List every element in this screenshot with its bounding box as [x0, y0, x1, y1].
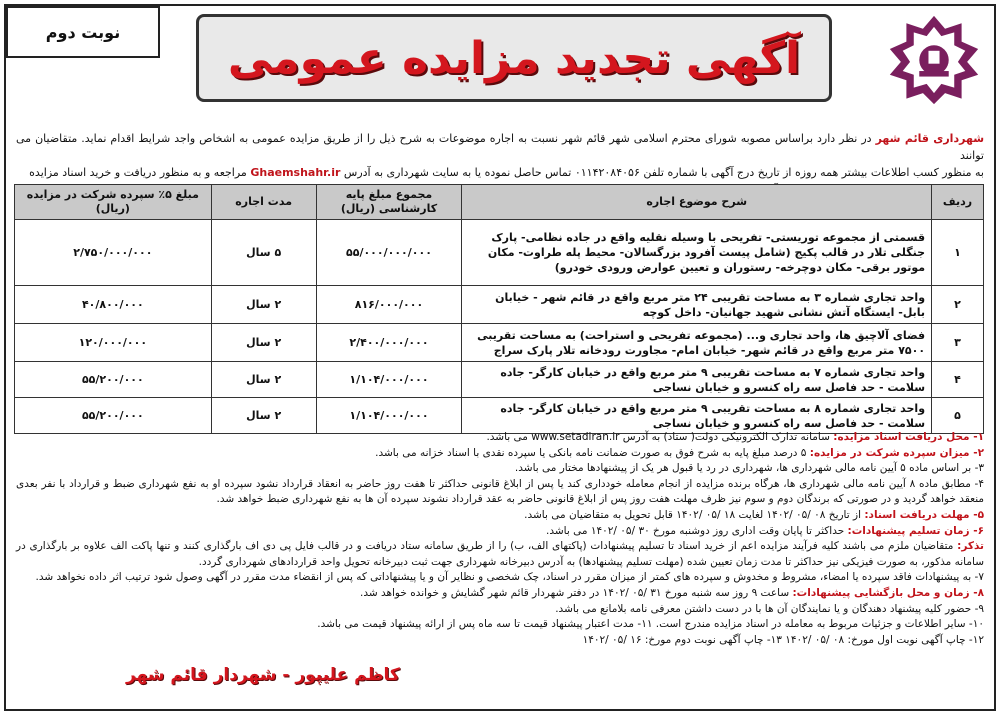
- cell-base: ۵۵/۰۰۰/۰۰۰/۰۰۰: [316, 220, 462, 286]
- intro-line-2a: به منظور کسب اطلاعات بیشتر همه روزه از تاریخ درج آگهی با شماره تلفن ۰۱۱۴۲۰۸۴۰۵۶ تماس حاصل نموده یا به سایت شهرداری به آدرس: [343, 166, 984, 179]
- table-row: [15, 286, 984, 324]
- condition-item: ۱- محل دریافت اسناد مزایده: سامانه تدارک الکترونیکی دولت( ستاد) به آدرس www.setadiran.ir می باشد.: [486, 431, 984, 443]
- organization-name: شهرداری قائم شهر: [875, 132, 985, 145]
- condition-item: ۸- زمان و محل بازگشایی پیشنهادات: ساعت ۹ روز سه شنبه مورخ ۳۱ /۰۵ /۱۴۰۲ در دفتر شهردار قائم شهر گشایش و خوانده خواهد شد.: [359, 586, 984, 599]
- table-row: [15, 324, 984, 362]
- cell-duration: ۲ سال: [211, 362, 316, 398]
- cell-no: ۵: [932, 398, 984, 434]
- col-header-base: مجموع مبلغ پایه کارشناسی (ریال): [316, 185, 462, 220]
- cell-subject: قسمتی از مجموعه توریستی- تفریحی با وسیله نقلیه واقع در جاده نظامی- پارک جنگلی تلار در قالب پکیج (شامل پیست آفرود بزرگسالان- محیط پله طراوت- مکان موتور برقی- مکان دوچرخه- رستوران و تعیین عوارض ورودی خودرو): [462, 220, 932, 286]
- table-header-row: [15, 185, 984, 220]
- cell-deposit: ۴۰/۸۰۰/۰۰۰: [15, 286, 212, 324]
- auction-items-table: [14, 184, 984, 434]
- condition-item: ۴- مطابق ماده ۸ آیین نامه مالی شهرداری ها، هرگاه برنده مزایده از انجام معامله خودداری کند یا پس از ابلاغ قانونی حداکثر تا هفت روز حاضر به انعقاد قرارداد نشود سپرده او به نفع شهرداری ضبط و قرارداد با نفر بعدی منعقد خواهد گردید و در صورتی که برندگان دوم و سوم نیز ظرف مهلت هفت روز پس از ابلاغ قانونی حاضر به عقد قرارداد نشوند سپرده آن ها به نفع شهرداری ضبط خواهد شد.: [16, 477, 984, 506]
- table-row: [15, 362, 984, 398]
- cell-no: ۲: [932, 286, 984, 324]
- cell-duration: ۲ سال: [211, 324, 316, 362]
- condition-item: ۱۲- چاپ آگهی نوبت اول مورخ: ۰۸ /۰۵ /۱۴۰۲ ۱۳- چاپ آگهی نوبت دوم مورخ: ۱۶ /۰۵ /۱۴۰۲: [582, 633, 984, 646]
- intro-line-1: در نظر دارد براساس مصوبه شورای محترم اسلامی شهر قائم شهر نسبت به اجاره موضوعات به شرح ذیل را از طریق مزایده عمومی به اشخاص واجد شرایط اقدام نماید. متقاضیان می توانند: [16, 132, 984, 162]
- condition-item: ۶- زمان تسلیم پیشنهادات: حداکثر تا پایان وقت اداری روز دوشنبه مورخ ۳۰ /۰۵ /۱۴۰۲ می باشد.: [545, 524, 984, 537]
- cell-no: ۳: [932, 324, 984, 362]
- cell-base: ۸۱۶/۰۰۰/۰۰۰: [316, 286, 462, 324]
- cell-deposit: ۱۲۰/۰۰۰/۰۰۰: [15, 324, 212, 362]
- cell-subject: واحد تجاری شماره ۸ به مساحت تقریبی ۹ متر مربع واقع در خیابان کارگر- جاده سلامت - حد فاصل سه راه کنسرو و خیابان نساجی: [462, 398, 932, 434]
- cell-base: ۲/۴۰۰/۰۰۰/۰۰۰: [316, 324, 462, 362]
- cell-duration: ۲ سال: [211, 286, 316, 324]
- table-row: [15, 220, 984, 286]
- advertisement-page: [4, 4, 996, 711]
- condition-item: تذکر: متقاضیان ملزم می باشند کلیه فرآیند مزایده اعم از خرید اسناد تا تسلیم پیشنهادات (پاکتهای الف، ب) را از طریق سامانه ستاد دریافت و در قالب فایل پی دی اف بارگذاری کنند و تنها پاکت الف علاوه بر بارگذاری در سامانه مذکور، به صورت فیزیکی نیز حداکثر تا مدت زمان تعیین شده (مهلت تسلیم پیشنهادها) به آدرس دبیرخانه شهرداری جهت ثبت دبیرخانه تحویل واحد قراردادهای شهرداری گردد.: [16, 540, 984, 568]
- cell-subject: واحد تجاری شماره ۷ به مساحت تقریبی ۹ متر مربع واقع در خیابان کارگر- جاده سلامت - حد فاصل سه راه کنسرو و خیابان نساجی: [462, 362, 932, 398]
- table-row: [15, 398, 984, 434]
- page-title: آگهی تجدید مزایده عمومی: [227, 32, 801, 84]
- cell-base: ۱/۱۰۴/۰۰۰/۰۰۰: [316, 362, 462, 398]
- col-header-no: ردیف: [932, 185, 984, 220]
- website-link[interactable]: Ghaemshahr.ir: [250, 166, 341, 179]
- condition-item: ۵- مهلت دریافت اسناد: از تاریخ ۰۸ /۰۵ /۱۴۰۲ لغایت ۱۸ /۰۵ /۱۴۰۲ قابل تحویل به متقاضیان می باشد.: [524, 508, 984, 521]
- cell-deposit: ۲/۷۵۰/۰۰۰/۰۰۰: [15, 220, 212, 286]
- title-banner: [196, 14, 832, 102]
- cell-no: ۱: [932, 220, 984, 286]
- condition-item: ۳- بر اساس ماده ۵ آیین نامه مالی شهرداری ها، شهرداری در رد یا قبول هر یک از پیشنهادها مختار می باشد.: [514, 462, 984, 475]
- cell-deposit: ۵۵/۲۰۰/۰۰۰: [15, 398, 212, 434]
- condition-item: ۹- حضور کلیه پیشنهاد دهندگان و یا نمایندگان آن ها با در دست داشتن معرفی نامه بلامانع می باشد.: [555, 602, 984, 615]
- col-header-subject: شرح موضوع اجاره: [462, 185, 932, 220]
- round-badge: نوبت دوم: [6, 6, 160, 58]
- col-header-deposit: مبلغ ۵٪ سپرده شرکت در مزایده (ریال): [15, 185, 212, 220]
- cell-subject: واحد تجاری شماره ۳ به مساحت تقریبی ۲۴ متر مربع واقع در قائم شهر - خیابان بابل- ایستگاه آتش نشانی شهید جهانیان- داخل کوچه: [462, 286, 932, 324]
- mayor-signature: کاظم علیپور - شهردار قائم شهر: [126, 665, 400, 685]
- cell-duration: ۲ سال: [211, 398, 316, 434]
- condition-item: ۱۰- سایر اطلاعات و جزئیات مربوط به معامله در اسناد مزایده مندرج است. ۱۱- مدت اعتبار پیشنهاد قیمت تا سه ماه پس از ارائه پیشنهاد قیمت می باشد.: [317, 618, 984, 631]
- condition-item: ۷- به پیشنهادات فاقد سپرده یا امضاء، مشروط و مخدوش و سپرده های کمتر از میزان مقرر در اسناد، چک شخصی و نظایر آن و یا پیشنهاداتی که پس از انقضاء مدت مقرر در آگهی وصول شود ترتیب اثر داده نخواهد شد.: [35, 571, 984, 584]
- cell-deposit: ۵۵/۲۰۰/۰۰۰: [15, 362, 212, 398]
- col-header-duration: مدت اجاره: [211, 185, 316, 220]
- intro-line-2b: مراجعه و به منظور دریافت و خرید اسناد مزایده: [29, 166, 247, 179]
- cell-duration: ۵ سال: [211, 220, 316, 286]
- cell-base: ۱/۱۰۴/۰۰۰/۰۰۰: [316, 398, 462, 434]
- cell-no: ۴: [932, 362, 984, 398]
- cell-subject: فضای آلاچیق ها، واحد تجاری و... (مجموعه تفریحی و استراحت) به مساحت تقریبی ۷۵۰۰ متر مربع واقع در قائم شهر- خیابان امام- مجاورت رودخانه تلار پارک سراج: [462, 324, 932, 362]
- condition-item: ۲- میزان سپرده شرکت در مزایده: ۵ درصد مبلغ پایه به شرح فوق به صورت ضمانت نامه بانکی یا سپرده نقدی با اسناد خزانه می باشد.: [375, 446, 984, 459]
- header: [6, 6, 994, 126]
- municipality-logo-icon: [888, 14, 980, 106]
- conditions-list: [16, 430, 984, 648]
